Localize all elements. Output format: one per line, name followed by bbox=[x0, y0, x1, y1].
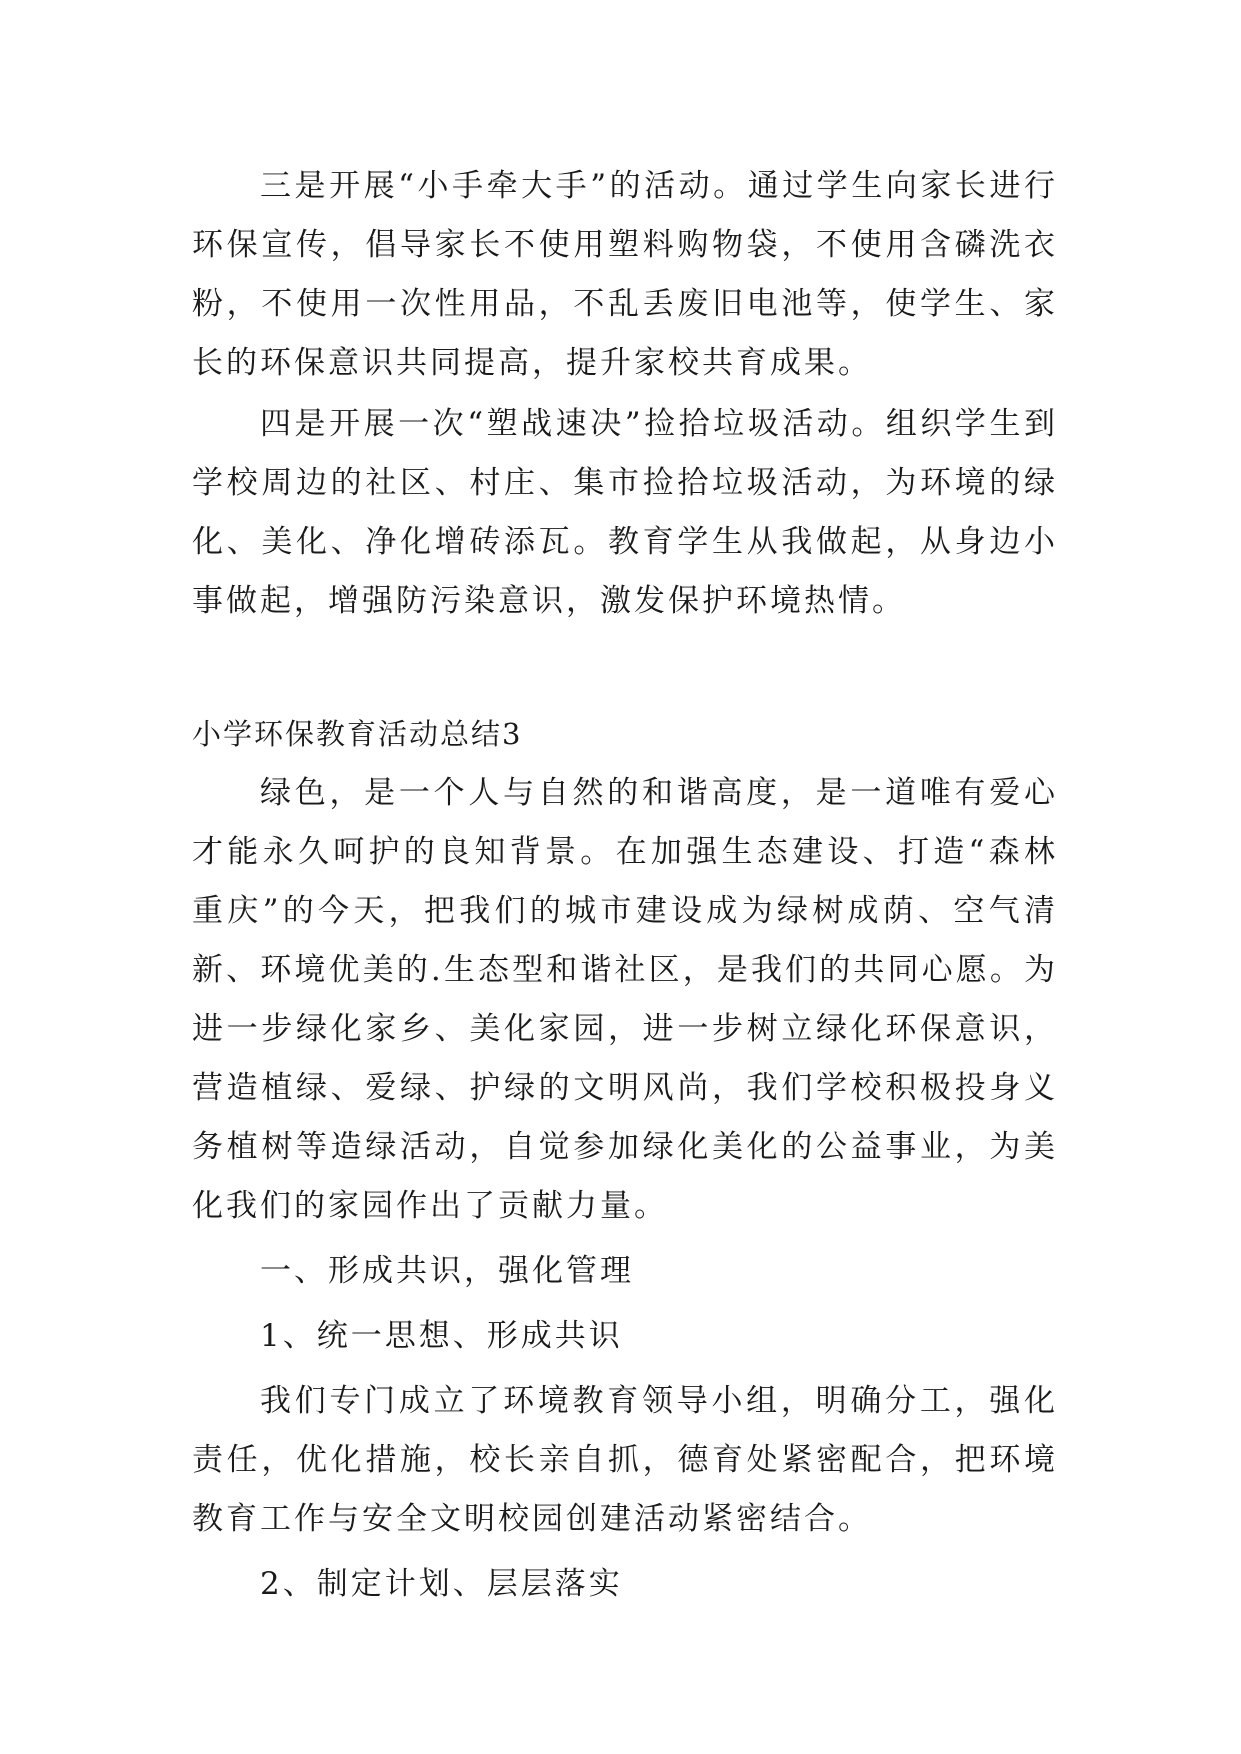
paragraph-activity-three: 三是开展“小手牵大手”的活动。通过学生向家长进行环保宣传，倡导家长不使用塑料购物袋，不使用含磷洗衣粉，不使用一次性用品，不乱丢废旧电池等，使学生、家长的环保意识共同提高，提升家校共育成果。 bbox=[192, 168, 1058, 381]
paragraph-activity-four: 四是开展一次“塑战速决”捡拾垃圾活动。组织学生到学校周边的社区、村庄、集市捡拾垃圾活动，为环境的绿化、美化、净化增砖添瓦。教育学生从我做起，从身边小事做起，增强防污染意识，激发保护环境热情。 bbox=[192, 406, 1058, 619]
paragraph-intro-green: 绿色，是一个人与自然的和谐高度，是一道唯有爱心才能永久呵护的良知背景。在加强生态建设、打造“森林重庆”的今天，把我们的城市建设成为绿树成荫、空气清新、环境优美的.生态型和谐社区，是我们的共同心愿。为进一步绿化家乡、美化家园，进一步树立绿化环保意识，营造植绿、爱绿、护绿的文明风尚，我们学校积极投身义务植树等造绿活动，自觉参加绿化美化的公益事业，为美化我们的家园作出了贡献力量。 bbox=[192, 775, 1058, 1224]
section-title: 小学环保教育活动总结3 bbox=[192, 717, 523, 751]
subheading-consensus-management: 一、形成共识，强化管理 bbox=[260, 1253, 634, 1289]
subheading-unify-thinking: 1、统一思想、形成共识 bbox=[260, 1318, 623, 1354]
paragraph-leadership-group: 我们专门成立了环境教育领导小组，明确分工，强化责任，优化措施，校长亲自抓，德育处紧密配合，把环境教育工作与安全文明校园创建活动紧密结合。 bbox=[192, 1383, 1058, 1537]
document-body bbox=[192, 157, 1058, 1614]
subheading-make-plan: 2、制定计划、层层落实 bbox=[260, 1566, 623, 1602]
